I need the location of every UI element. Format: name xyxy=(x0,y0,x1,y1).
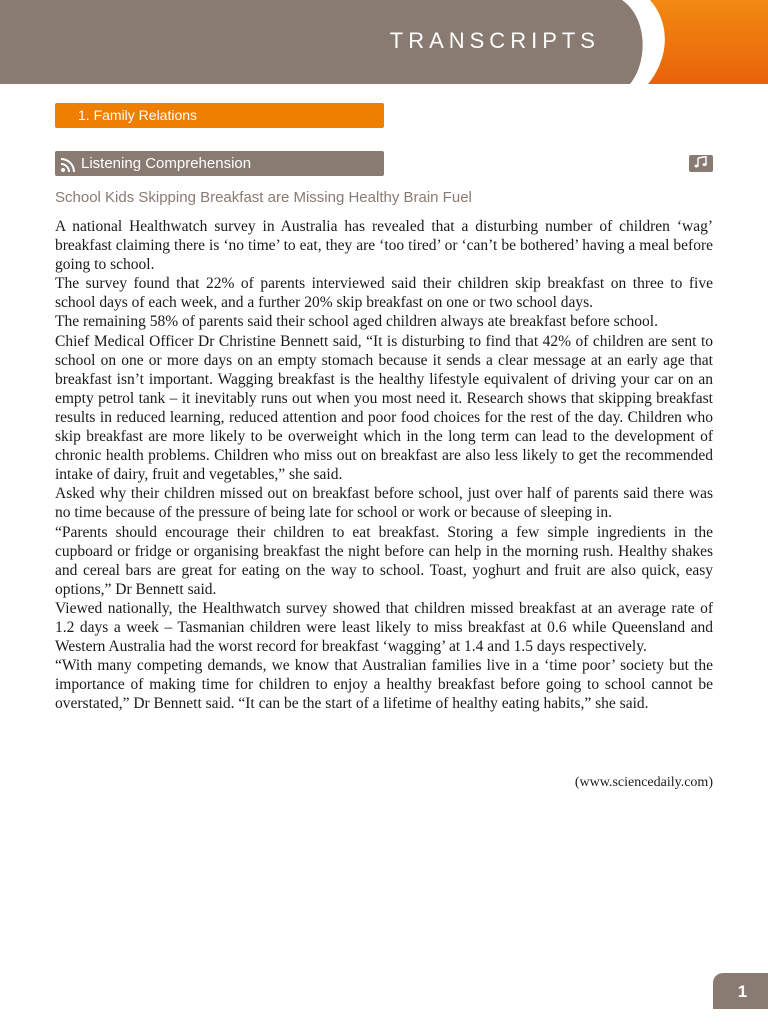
page-number: 1 xyxy=(713,973,768,1009)
paragraph: Asked why their children missed out on breakfast before school, just over half of parents said there was no time because of the pressure of being late for school or work or because of sleeping in. xyxy=(55,485,713,522)
subsection-label: Listening Comprehension xyxy=(81,155,252,172)
page-header xyxy=(0,0,768,84)
audio-button[interactable] xyxy=(689,155,713,172)
paragraph: “With many competing demands, we know that Australian families live in a ‘time poor’ society but the importance of making time for children to enjoy a healthy breakfast before going to school cannot be overstated,” Dr Bennett said. “It can be the start of a lifetime of healthy eating habits,” she said. xyxy=(55,657,713,713)
section-heading: 1. Family Relations xyxy=(55,103,384,128)
header-title: TRANSCRIPTS xyxy=(389,28,600,53)
rss-icon xyxy=(60,156,76,172)
paragraph: A national Healthwatch survey in Australia has revealed that a disturbing number of children ‘wag’ breakfast claiming there is ‘no time’ to eat, they are ‘too tired’ or ‘can’t be bothered’ having a meal before going to school. xyxy=(55,218,713,274)
paragraph: Chief Medical Officer Dr Christine Bennett said, “It is disturbing to find that 42% of children are sent to school on one or more days on an empty stomach because it sends a clear message at an early age that breakfast isn’t important. Wagging breakfast is the healthy lifestyle equivalent of driving your car on an empty petrol tank – it inevitably runs out when you most need it. Research shows that skipping breakfast results in reduced learning, reduced attention and poor food choices for the rest of the day. Children who skip breakfast are more likely to be overweight which in the long term can lead to the development of chronic health problems. Children who miss out on breakfast are also less likely to get the recommended intake of dairy, fruit and vegetables,” she said. xyxy=(55,332,713,484)
paragraph: The survey found that 22% of parents interviewed said their children skip breakfast on three to five school days of each week, and a further 20% skip breakfast on one or two school days. xyxy=(55,275,713,312)
source-citation: (www.sciencedaily.com) xyxy=(574,775,713,790)
subsection-heading xyxy=(55,151,384,176)
header-banner xyxy=(0,0,768,84)
paragraph: Viewed nationally, the Healthwatch survey showed that children missed breakfast at an average rate of 1.2 days a week – Tasmanian children were least likely to miss breakfast at 0.6 while Queensland and Western Australia had the worst record for breakfast ‘wagging’ at 1.4 and 1.5 days respectively. xyxy=(55,599,713,656)
music-note-icon xyxy=(694,155,708,173)
paragraph: “Parents should encourage their children to eat breakfast. Storing a few simple ingredients in the cupboard or fridge or organising breakfast the night before can help in the morning rush. Healthy shakes and cereal bars are great for eating on the way to school. Toast, yoghurt and fruit are also quick, easy options,” Dr Bennett said. xyxy=(55,523,713,598)
article-body xyxy=(55,217,713,713)
article-title: School Kids Skipping Breakfast are Missing Healthy Brain Fuel xyxy=(55,189,472,206)
paragraph: The remaining 58% of parents said their school aged children always ate breakfast before school. xyxy=(55,313,658,331)
